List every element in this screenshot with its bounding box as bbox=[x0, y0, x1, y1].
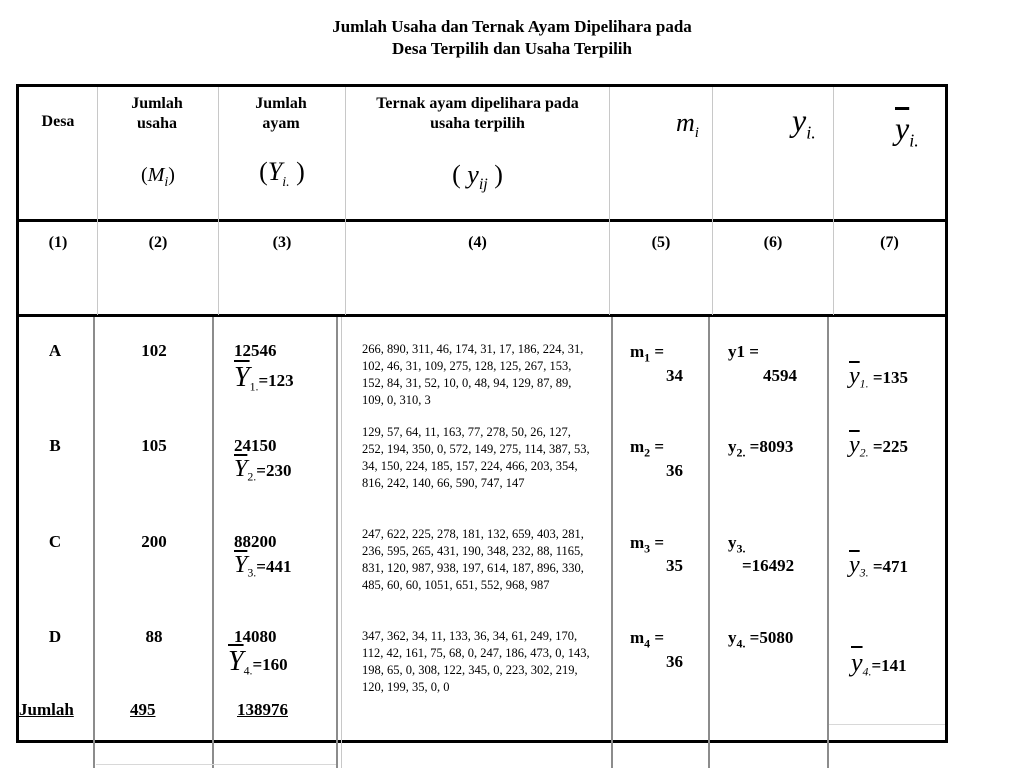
header-jumlah-usaha: Jumlah usaha bbox=[131, 95, 183, 132]
ysum-value: =8093 bbox=[745, 437, 794, 456]
ayam-cell: 14080 bbox=[234, 627, 277, 646]
title-line-1: Jumlah Usaha dan Ternak Ayam Dipelihara pada bbox=[332, 17, 692, 36]
col-line bbox=[341, 317, 342, 768]
m-cell bbox=[630, 628, 664, 651]
ysum-subscript: 3. bbox=[736, 541, 746, 556]
ybar-value: =135 bbox=[872, 368, 909, 387]
m-letter: m bbox=[676, 108, 695, 137]
m-value: 34 bbox=[666, 366, 683, 385]
col-line bbox=[611, 317, 613, 768]
colnum-6: (6) bbox=[763, 234, 783, 251]
ybar-cap-cell: $\overline{Y}_{1.}=123$ bbox=[234, 362, 294, 394]
header-ysum-symbol bbox=[792, 102, 816, 143]
col-line bbox=[345, 87, 346, 315]
table-bottom-border bbox=[16, 740, 948, 743]
yij-subscript: ij bbox=[478, 176, 488, 194]
m-equals: = bbox=[650, 342, 665, 361]
col-line bbox=[218, 87, 219, 315]
usaha-cell: 88 bbox=[145, 627, 163, 646]
desa-cell: A bbox=[48, 341, 62, 360]
m-equals: = bbox=[650, 533, 665, 552]
m-label: m bbox=[630, 437, 645, 456]
m-subscript: 1 bbox=[644, 350, 651, 365]
desa-cell: C bbox=[48, 532, 62, 551]
ysum-cell bbox=[728, 628, 793, 651]
header-jumlah-ayam: Jumlah ayam bbox=[255, 95, 307, 132]
ysum-letter: y bbox=[792, 102, 807, 138]
ybar-cap-value: =230 bbox=[256, 461, 292, 480]
ysum-label: y bbox=[728, 628, 737, 647]
colnum-7: (7) bbox=[880, 234, 899, 251]
ybar-subscript: 3. bbox=[859, 565, 869, 580]
mi-subscript: i bbox=[164, 175, 169, 190]
ysum-label: y bbox=[728, 437, 737, 456]
ysum-value: =16492 bbox=[742, 556, 795, 575]
header-m-symbol bbox=[676, 108, 699, 142]
ysum-subscript: 4. bbox=[736, 636, 746, 651]
m-value: 36 bbox=[666, 652, 683, 671]
body-separator bbox=[16, 314, 948, 317]
col-line bbox=[833, 87, 834, 315]
totals-usaha: 495 bbox=[130, 700, 156, 719]
yij-letter: y bbox=[467, 160, 479, 189]
ybar-subscript: 1. bbox=[859, 376, 869, 391]
ysum-value: 4594 bbox=[763, 366, 797, 385]
col-line bbox=[609, 87, 610, 315]
ysum-label: y bbox=[728, 533, 737, 552]
col-line bbox=[212, 317, 214, 768]
title-line-2: Desa Terpilih dan Usaha Terpilih bbox=[392, 39, 632, 58]
ybar-value: =225 bbox=[872, 437, 909, 456]
yi-subscript: i. bbox=[282, 175, 290, 191]
yij-values: 247, 622, 225, 278, 181, 132, 659, 403, 281, 236, 595, 265, 431, 190, 348, 232, 88, 1165, 831, 120, 987, 938, 197, 614, 187, 896, 330, 485, 60, 60, 1051, 651, 552, 968, 987 bbox=[362, 527, 584, 592]
ybar-cap-subscript: 2. bbox=[247, 469, 257, 484]
usaha-cell: 102 bbox=[141, 341, 167, 360]
ybar-value: =471 bbox=[872, 557, 909, 576]
colnum-5: (5) bbox=[651, 234, 671, 251]
m-label: m bbox=[630, 628, 645, 647]
ysum-value: =5080 bbox=[745, 628, 794, 647]
ybar-cap-subscript: 1. bbox=[249, 379, 259, 394]
ybar-cap-value: =441 bbox=[256, 557, 292, 576]
ybar-cell: $\overline{y}_{2.} =225$ bbox=[849, 432, 909, 460]
ybar-cap-value: =160 bbox=[252, 655, 288, 674]
col-line bbox=[712, 87, 713, 315]
table-top-border bbox=[16, 84, 948, 87]
header-desa: Desa bbox=[41, 113, 75, 130]
ybar-subscript: 2. bbox=[859, 445, 869, 460]
m-label: m bbox=[630, 342, 645, 361]
m-value: 35 bbox=[666, 556, 683, 575]
m-cell bbox=[630, 437, 664, 460]
m-cell bbox=[630, 533, 664, 556]
ysum-cell bbox=[728, 437, 793, 460]
ysum-cell bbox=[728, 533, 745, 556]
yi-letter: Y bbox=[267, 157, 283, 186]
m-cell bbox=[630, 342, 664, 365]
header-ybar-symbol bbox=[895, 110, 919, 151]
ybar-cell: $\overline{y}_{3.} =471$ bbox=[849, 552, 909, 580]
header-ternak: Ternak ayam dipelihara pada usaha terpilih bbox=[376, 95, 579, 132]
m-label: m bbox=[630, 533, 645, 552]
m-subscript: 2 bbox=[644, 445, 651, 460]
m-subscript: 3 bbox=[644, 541, 651, 556]
m-equals: = bbox=[650, 437, 665, 456]
cell-divider bbox=[96, 764, 336, 765]
ybar-cell: $\overline{y}_{1.} =135$ bbox=[849, 363, 909, 391]
yij-values: 266, 890, 311, 46, 174, 31, 17, 186, 224, 31, 102, 46, 31, 109, 275, 128, 125, 267, 153, 152, 84, 31, 52, 10, 0, 48, 94, 129, 87, 89, 109, 0, 310, 3 bbox=[362, 342, 584, 407]
ayam-cell: 12546 bbox=[234, 341, 277, 360]
usaha-cell: 200 bbox=[141, 532, 167, 551]
header-separator bbox=[16, 219, 948, 222]
totals-label: Jumlah bbox=[19, 700, 74, 719]
cell-divider bbox=[829, 724, 945, 725]
usaha-cell: 105 bbox=[141, 436, 167, 455]
colnum-4: (4) bbox=[468, 234, 487, 251]
col-line bbox=[93, 317, 95, 768]
colnum-1: (1) bbox=[48, 234, 68, 251]
ysum-subscript: 2. bbox=[736, 445, 746, 460]
table-right-border bbox=[945, 84, 948, 743]
yij-values: 129, 57, 64, 11, 163, 77, 278, 50, 26, 127, 252, 194, 350, 0, 572, 149, 275, 114, 387, 53, 34, 150, 224, 185, 157, 224, 466, 203, 354, 816, 242, 140, 66, 590, 747, 147 bbox=[362, 425, 590, 490]
m-subscript: 4 bbox=[644, 636, 651, 651]
ybar-letter: $\overline{y}$ bbox=[895, 110, 910, 146]
m-subscript: i bbox=[694, 125, 699, 142]
ayam-cell: 88200 bbox=[234, 532, 277, 551]
table-left-border bbox=[16, 84, 19, 743]
col-line bbox=[97, 87, 98, 315]
page-title bbox=[0, 16, 1024, 60]
mi-letter: M bbox=[147, 164, 165, 186]
m-equals: = bbox=[650, 628, 665, 647]
ybar-cap-cell: $\overline{Y}_{4.}=160$ bbox=[228, 646, 288, 678]
col-line bbox=[827, 317, 829, 768]
ybar-cap-cell: $\overline{Y}_{3.}=441$ bbox=[234, 552, 292, 580]
ybar-cap-cell: $\overline{Y}_{2.}=230$ bbox=[234, 456, 292, 484]
ayam-cell: 24150 bbox=[234, 436, 277, 455]
ybar-subscript: 4. bbox=[862, 664, 872, 679]
header-mi-symbol: $(M_i)$ bbox=[141, 164, 175, 190]
totals-ayam: 138976 bbox=[237, 700, 288, 719]
ybar-cap-subscript: 3. bbox=[247, 565, 257, 580]
col-line bbox=[336, 317, 338, 768]
ybar-value: =141 bbox=[871, 656, 907, 675]
ysum-label: y1 = bbox=[728, 342, 759, 361]
header-yij-symbol: ( $y_{ij}$ ) bbox=[452, 160, 503, 194]
desa-cell: B bbox=[49, 436, 61, 455]
col-line bbox=[708, 317, 710, 768]
ybar-subscript: i. bbox=[909, 130, 919, 151]
yij-values: 347, 362, 34, 11, 133, 36, 34, 61, 249, 170, 112, 42, 161, 75, 68, 0, 247, 186, 473, 0, 143, 198, 65, 0, 308, 122, 345, 0, 223, 302, 219, 120, 199, 35, 0, 0 bbox=[362, 629, 590, 694]
ybar-cell: $\overline{y}_{4.}=141$ bbox=[851, 648, 907, 679]
header-yi-symbol: ($Y_{i.}$ ) bbox=[259, 157, 305, 191]
ybar-cap-subscript: 4. bbox=[243, 663, 253, 678]
m-value: 36 bbox=[666, 461, 683, 480]
colnum-2: (2) bbox=[148, 234, 168, 251]
desa-cell: D bbox=[48, 627, 62, 646]
colnum-3: (3) bbox=[272, 234, 292, 251]
ybar-cap-value: =123 bbox=[258, 371, 294, 390]
ysum-subscript: i. bbox=[806, 122, 816, 143]
